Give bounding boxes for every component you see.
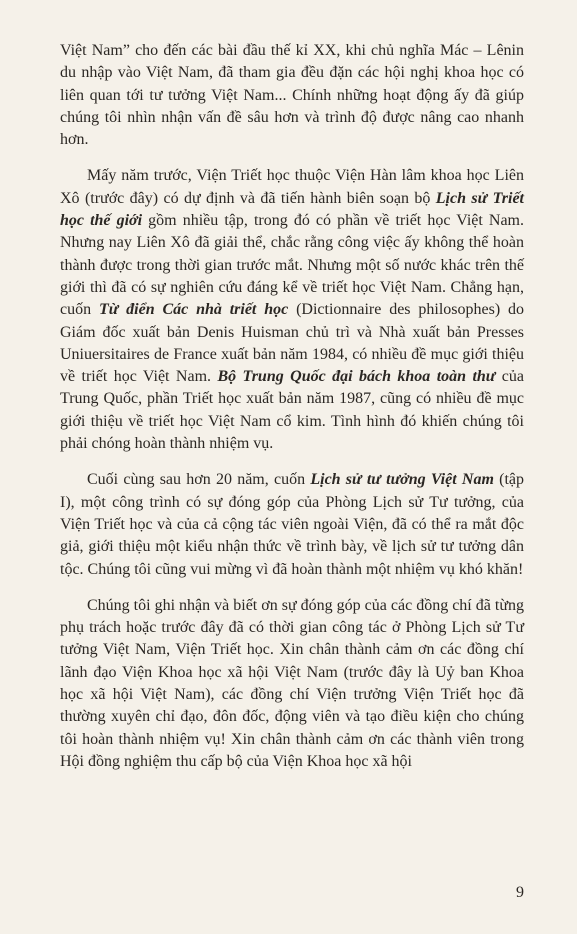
p2-segment-3: gồm nhiều tập, trong đó có phần về triết học Việt Nam. Nhưng nay Liên Xô đã giải thể, chắc rằng công việc ấy không thể hoàn thành được trong thời gian trước mắt. Nhưng một số nước khác trên thế giới thì đã có sự nghiên cứu đáng kể về triết học Việt Nam. Chẳng hạn, cuốn — [60, 212, 524, 319]
paragraph-3 — [60, 469, 524, 580]
book-title-lich-su-triet-hoc-the-gioi: Lịch sử Triết học thế giới — [60, 189, 524, 230]
p2-segment-7: của Trung Quốc, phần Triết học xuất bản năm 1987, cũng có nhiều đề mục giới thiệu về triết học Việt Nam cổ kim. Tình hình đó khiến chúng tôi phải chóng hoàn thành nhiệm vụ. — [60, 368, 525, 453]
book-title-bach-khoa-toan-thu: Bộ Trung Quốc đại bách khoa toàn thư — [217, 368, 496, 386]
paragraph-4 — [60, 595, 524, 773]
p1-segment-1: Việt Nam” cho đến các bài đầu thế kỉ XX, khi chủ nghĩa Mác – Lênin du nhập vào Việt Nam, đã tham gia đều đặn các hội nghị khoa học có liên quan tới tư tưởng Việt Nam... Chính những hoạt động ấy đã giúp chúng tôi nhìn nhận vấn đề sâu hơn và trình độ được nâng cao nhanh hơn. — [60, 42, 524, 149]
paragraph-2 — [60, 165, 524, 455]
p4-segment-1: Chúng tôi ghi nhận và biết ơn sự đóng góp của các đồng chí đã từng phụ trách hoặc trước đây đã có thời gian công tác ở Phòng Lịch sử Tư tưởng Việt Nam, Viện Triết học. Xin chân thành cảm ơn các đồng chí lãnh đạo Viện Khoa học xã hội Việt Nam (trước đây là Uỷ ban Khoa học xã hội Việt Nam), các đồng chí Viện trưởng Viện Triết học đã thường xuyên chỉ đạo, đôn đốc, động viên và tạo điều kiện cho chúng tôi hoàn thành nhiệm vụ! Xin chân thành cảm ơn các thành viên trong Hội đồng nghiệm thu cấp bộ của Viện Khoa học xã hội — [60, 596, 524, 770]
page-number: 9 — [516, 883, 524, 901]
paragraph-1 — [60, 40, 524, 151]
p2-segment-1: Mấy năm trước, Viện Triết học thuộc Viện Hàn lâm khoa học Liên Xô (trước đây) có dự định và đã tiến hành biên soạn bộ — [60, 167, 524, 207]
body-text — [60, 40, 524, 773]
p2-segment-5: (Dictionnaire des philosophes) do Giám đốc xuất bản Denis Huisman chủ trì và Nhà xuất bản Presses Uniuersitaires de France xuất bản năm 1984, có nhiều đề mục giới thiệu về triết học Việt Nam. — [60, 301, 524, 386]
p3-segment-1: Cuối cùng sau hơn 20 năm, cuốn — [87, 471, 311, 489]
p3-segment-3: (tập I), một công trình có sự đóng góp của Phòng Lịch sử Tư tưởng, của Viện Triết học và của cả cộng tác viên ngoài Viện, đã có thể ra mắt độc giả, giới thiệu một kiểu nhận thức về trình bày, về lịch sử tư tưởng dân tộc. Chúng tôi cũng vui mừng vì đã hoàn thành một nhiệm vụ khó khăn! — [60, 471, 525, 578]
book-title-tu-dien-cac-nha-triet-hoc: Từ điển Các nhà triết học — [98, 301, 289, 319]
book-title-lich-su-tu-tuong-viet-nam: Lịch sử tư tưởng Việt Nam — [310, 471, 494, 489]
